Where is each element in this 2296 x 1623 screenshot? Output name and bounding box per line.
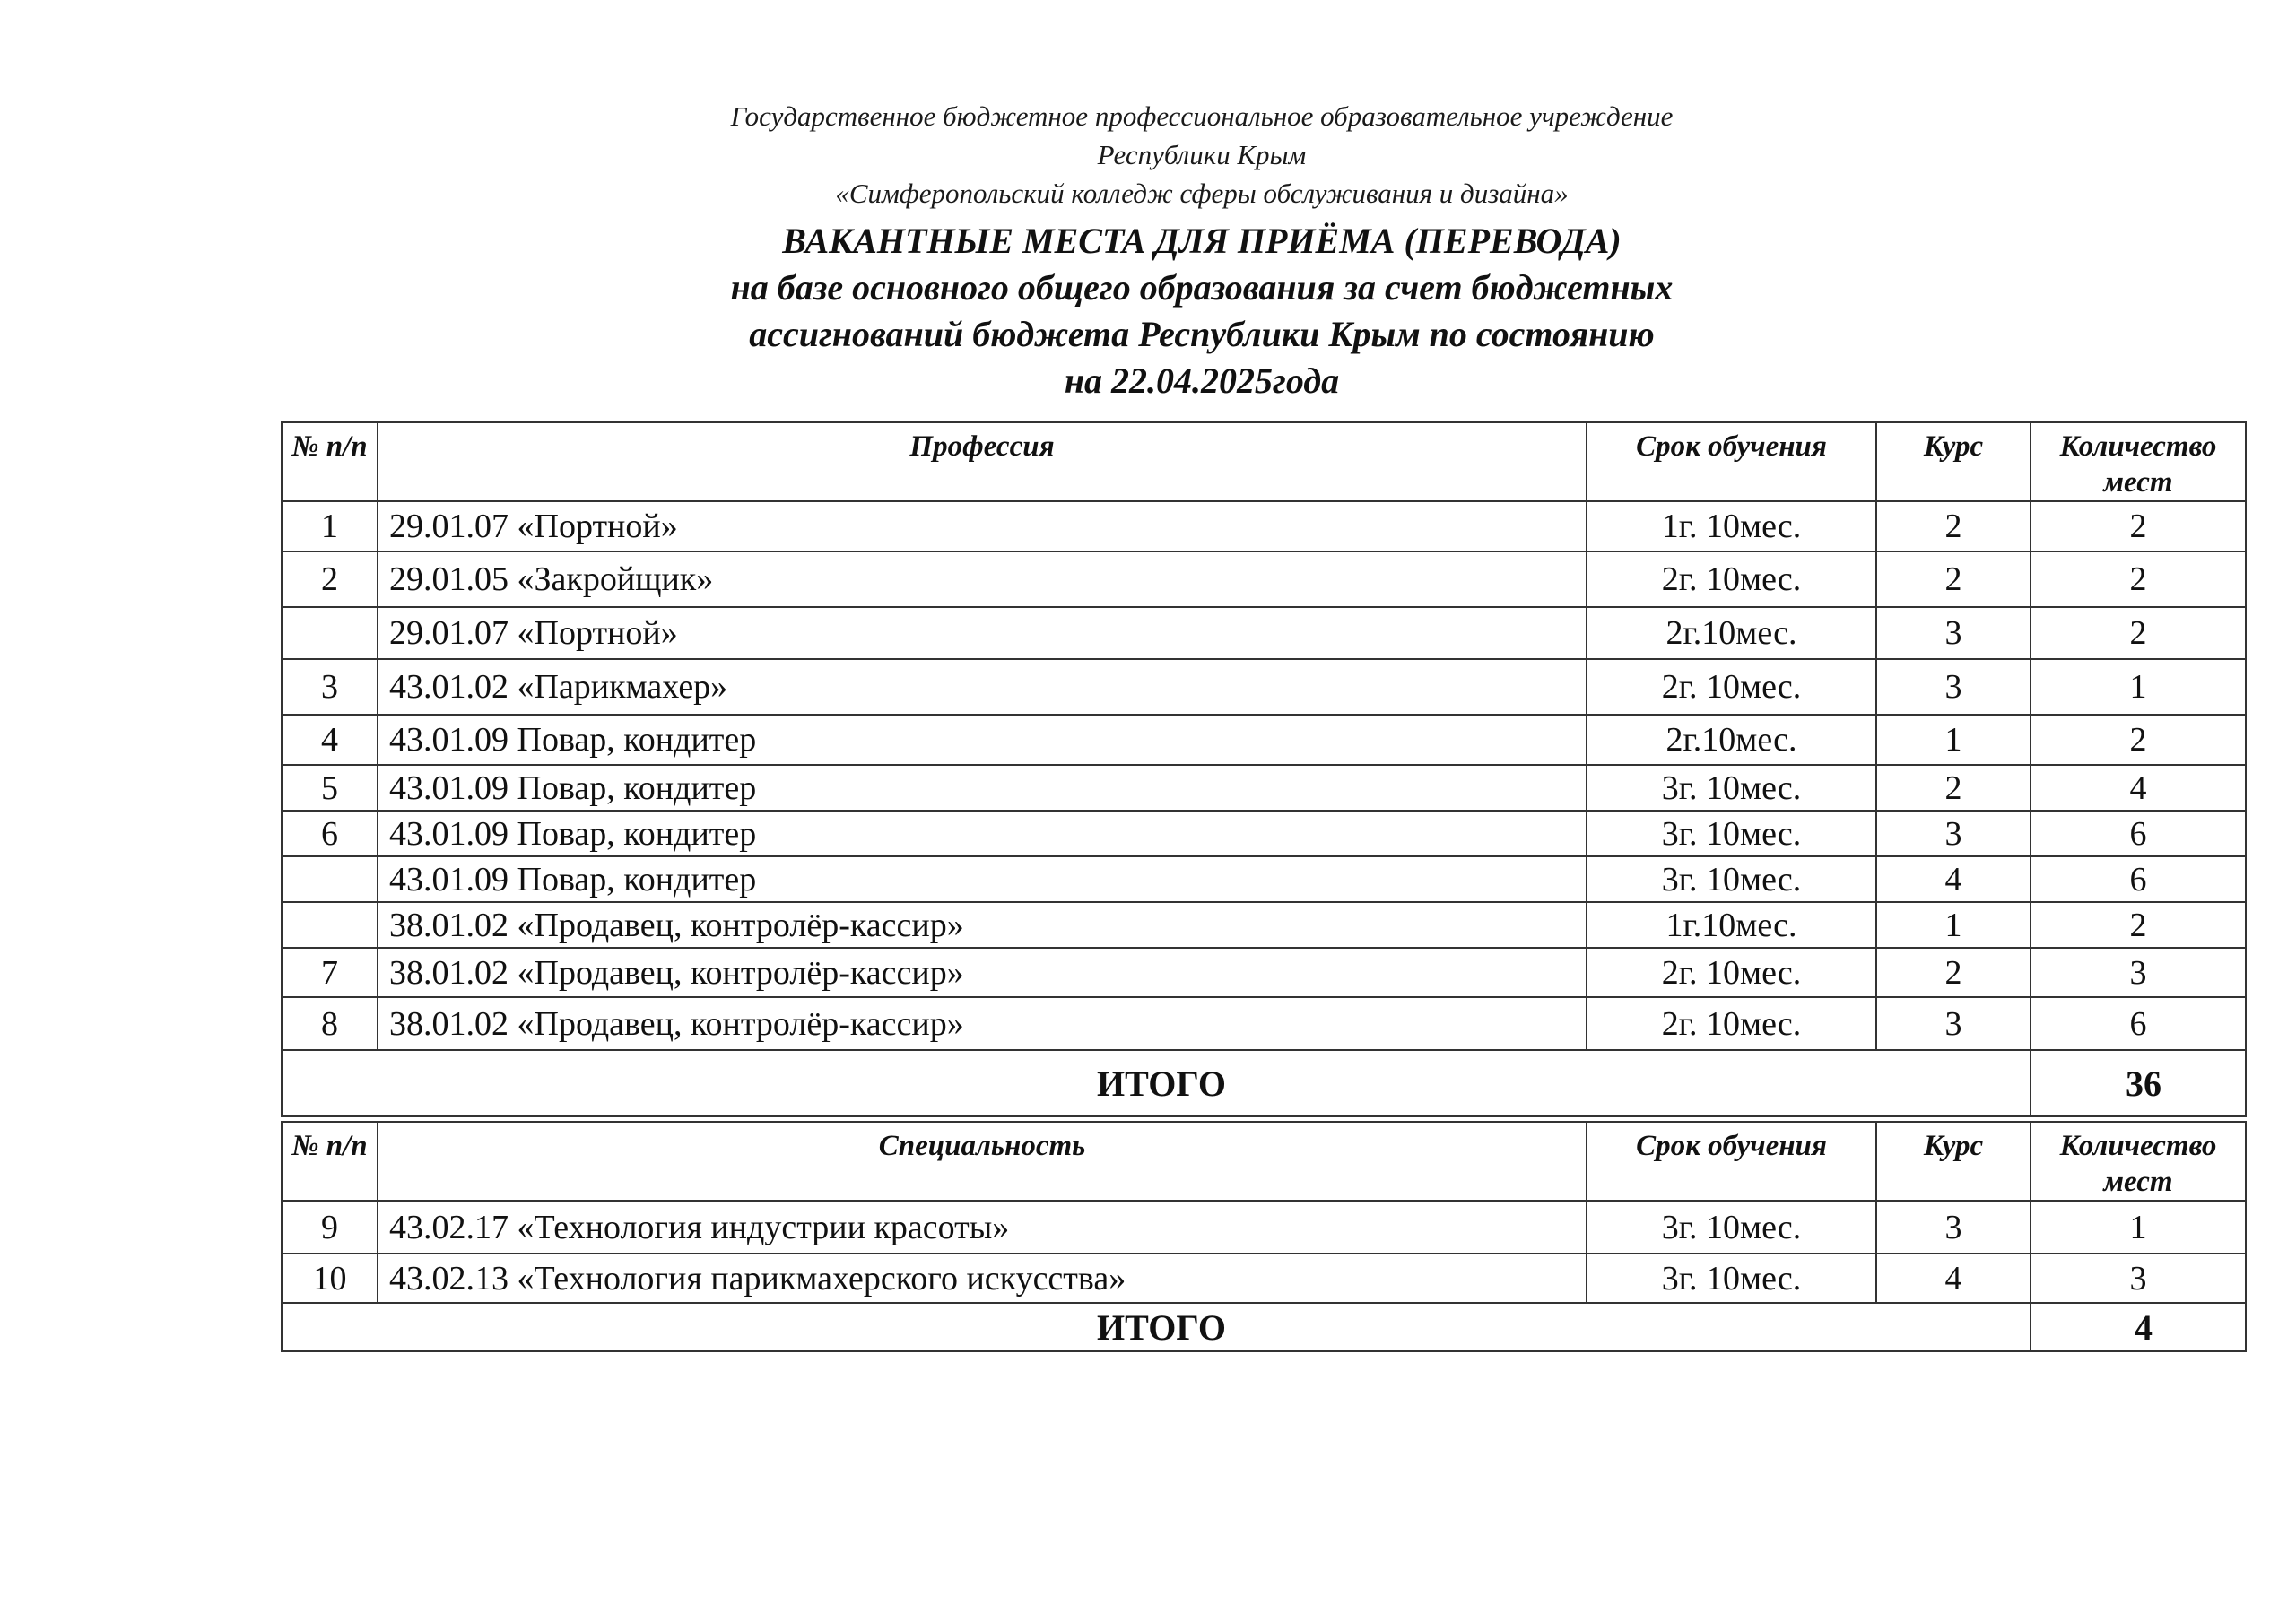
table-row	[282, 765, 2246, 811]
row-course: 2	[1876, 501, 2031, 551]
row-quantity: 1	[2031, 659, 2246, 715]
org-name-line-1: Государственное бюджетное профессиональное образовательное учреждение	[730, 100, 1674, 132]
total-row	[282, 1050, 2246, 1116]
header-course: Курс	[1876, 422, 2031, 501]
row-name: 43.01.09 Повар, кондитер	[378, 811, 1587, 856]
row-course: 3	[1876, 997, 2031, 1050]
row-name: 43.01.09 Повар, кондитер	[378, 715, 1587, 765]
row-num: 6	[282, 811, 378, 856]
row-quantity: 4	[2031, 765, 2246, 811]
row-num: 7	[282, 948, 378, 997]
row-term: 3г. 10мес.	[1587, 765, 1876, 811]
row-num: 8	[282, 997, 378, 1050]
table-row	[282, 856, 2246, 902]
document-header	[0, 97, 2296, 404]
row-course: 3	[1876, 811, 2031, 856]
table-row	[282, 1201, 2246, 1254]
row-name: 43.01.09 Повар, кондитер	[378, 765, 1587, 811]
row-quantity: 2	[2031, 607, 2246, 659]
row-name: 38.01.02 «Продавец, контролёр-кассир»	[378, 997, 1587, 1050]
row-course: 2	[1876, 765, 2031, 811]
row-term: 2г. 10мес.	[1587, 659, 1876, 715]
table-row	[282, 902, 2246, 948]
row-term: 3г. 10мес.	[1587, 1254, 1876, 1303]
row-name: 38.01.02 «Продавец, контролёр-кассир»	[378, 948, 1587, 997]
row-name: 29.01.07 «Портной»	[378, 501, 1587, 551]
row-num: 1	[282, 501, 378, 551]
row-quantity: 6	[2031, 811, 2246, 856]
row-course: 1	[1876, 902, 2031, 948]
row-term: 2г.10мес.	[1587, 715, 1876, 765]
row-num	[282, 607, 378, 659]
row-num: 9	[282, 1201, 378, 1254]
row-course: 4	[1876, 1254, 2031, 1303]
document-date: на 22.04.2025года	[1064, 360, 1340, 401]
table-header-row	[282, 422, 2246, 501]
row-quantity: 3	[2031, 948, 2246, 997]
row-quantity: 1	[2031, 1201, 2246, 1254]
professions-table	[281, 421, 2247, 1117]
total-row	[282, 1303, 2246, 1351]
row-num	[282, 856, 378, 902]
row-course: 4	[1876, 856, 2031, 902]
row-quantity: 2	[2031, 902, 2246, 948]
header-quantity: Количество мест	[2031, 1122, 2246, 1201]
table-header-row	[282, 1122, 2246, 1201]
row-course: 2	[1876, 948, 2031, 997]
row-name: 43.02.17 «Технология индустрии красоты»	[378, 1201, 1587, 1254]
row-term: 3г. 10мес.	[1587, 1201, 1876, 1254]
header-term: Срок обучения	[1587, 422, 1876, 501]
row-num	[282, 902, 378, 948]
document-subtitle-1: на базе основного общего образования за счет бюджетных	[730, 267, 1674, 308]
row-quantity: 6	[2031, 997, 2246, 1050]
row-num: 5	[282, 765, 378, 811]
row-course: 1	[1876, 715, 2031, 765]
row-num: 3	[282, 659, 378, 715]
row-term: 2г.10мес.	[1587, 607, 1876, 659]
total-label: ИТОГО	[282, 1303, 2031, 1351]
row-term: 2г. 10мес.	[1587, 948, 1876, 997]
row-term: 1г.10мес.	[1587, 902, 1876, 948]
header-course: Курс	[1876, 1122, 2031, 1201]
row-name: 43.02.13 «Технология парикмахерского искусства»	[378, 1254, 1587, 1303]
row-term: 3г. 10мес.	[1587, 856, 1876, 902]
row-term: 2г. 10мес.	[1587, 997, 1876, 1050]
row-term: 1г. 10мес.	[1587, 501, 1876, 551]
table-row	[282, 811, 2246, 856]
row-name: 29.01.07 «Портной»	[378, 607, 1587, 659]
table-row	[282, 715, 2246, 765]
row-name: 29.01.05 «Закройщик»	[378, 551, 1587, 607]
row-name: 43.01.09 Повар, кондитер	[378, 856, 1587, 902]
row-term: 3г. 10мес.	[1587, 811, 1876, 856]
header-specialty: Специальность	[378, 1122, 1587, 1201]
document-title: ВАКАНТНЫЕ МЕСТА ДЛЯ ПРИЁМА (ПЕРЕВОДА)	[782, 221, 1622, 261]
row-name: 38.01.02 «Продавец, контролёр-кассир»	[378, 902, 1587, 948]
table-row	[282, 607, 2246, 659]
specialties-table	[281, 1121, 2247, 1352]
row-course: 3	[1876, 1201, 2031, 1254]
total-label: ИТОГО	[282, 1050, 2031, 1116]
header-quantity: Количество мест	[2031, 422, 2246, 501]
row-quantity: 2	[2031, 501, 2246, 551]
row-quantity: 2	[2031, 551, 2246, 607]
document-subtitle-2: ассигнований бюджета Республики Крым по состоянию	[749, 314, 1655, 354]
row-course: 2	[1876, 551, 2031, 607]
header-num: № п/п	[282, 1122, 378, 1201]
org-name-line-3: «Симферопольский колледж сферы обслуживания и дизайна»	[835, 178, 1569, 209]
org-name-line-2: Республики Крым	[1097, 139, 1307, 170]
row-quantity: 2	[2031, 715, 2246, 765]
row-num: 2	[282, 551, 378, 607]
row-course: 3	[1876, 607, 2031, 659]
row-term: 2г. 10мес.	[1587, 551, 1876, 607]
table-row	[282, 1254, 2246, 1303]
table-row	[282, 501, 2246, 551]
row-course: 3	[1876, 659, 2031, 715]
table-row	[282, 948, 2246, 997]
row-quantity: 3	[2031, 1254, 2246, 1303]
header-profession: Профессия	[378, 422, 1587, 501]
header-num: № п/п	[282, 422, 378, 501]
table-row	[282, 997, 2246, 1050]
row-num: 4	[282, 715, 378, 765]
row-quantity: 6	[2031, 856, 2246, 902]
row-num: 10	[282, 1254, 378, 1303]
table-row	[282, 659, 2246, 715]
header-term: Срок обучения	[1587, 1122, 1876, 1201]
total-value: 36	[2031, 1050, 2246, 1116]
total-value: 4	[2031, 1303, 2246, 1351]
row-name: 43.01.02 «Парикмахер»	[378, 659, 1587, 715]
table-row	[282, 551, 2246, 607]
